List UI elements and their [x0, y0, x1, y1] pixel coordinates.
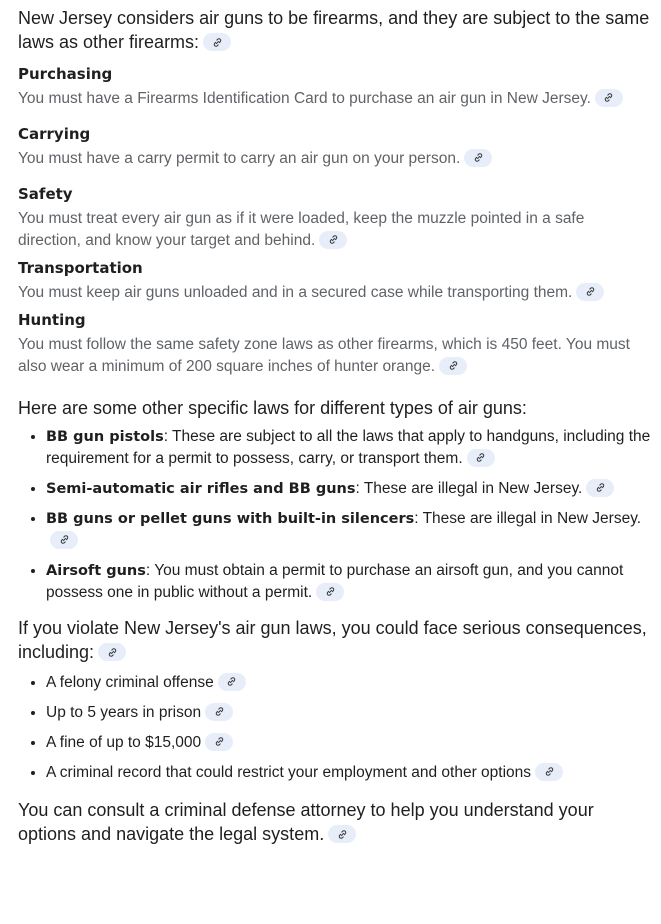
specific-laws-list	[18, 426, 651, 604]
list-item-text: A felony criminal offense	[46, 674, 214, 691]
specific-laws-heading: Here are some other specific laws for different types of air guns:	[18, 398, 527, 418]
source-link-chip[interactable]	[535, 763, 563, 781]
link-icon	[328, 234, 339, 245]
list-item	[46, 762, 651, 784]
list-item	[46, 560, 651, 604]
link-icon	[603, 92, 614, 103]
list-item-text: : These are subject to all the laws that apply to handguns, including the requirement for a permit to possess, carry, or transport them.	[46, 428, 651, 467]
source-link-chip[interactable]	[203, 33, 231, 51]
source-link-chip[interactable]	[328, 825, 356, 843]
section-body	[18, 334, 651, 378]
section-body	[18, 282, 651, 304]
link-icon	[214, 736, 225, 747]
source-link-chip[interactable]	[595, 89, 623, 107]
list-item-text: A criminal record that could restrict your employment and other options	[46, 764, 532, 781]
intro-text: New Jersey considers air guns to be firearms, and they are subject to the same laws as other firearms:	[18, 8, 650, 52]
section-title: Transportation	[18, 259, 143, 277]
list-item-text: A fine of up to $15,000	[46, 734, 202, 751]
section-body	[18, 208, 651, 252]
section-title: Carrying	[18, 125, 91, 143]
link-icon	[59, 534, 70, 545]
link-icon	[475, 452, 486, 463]
link-icon	[107, 647, 118, 658]
list-item-term: Semi-automatic air rifles and BB guns	[46, 481, 356, 497]
list-item-term: BB gun pistols	[46, 429, 164, 445]
list-item-text: : You must obtain a permit to purchase an airsoft gun, and you cannot possess one in public without a permit.	[46, 562, 624, 601]
link-icon	[448, 360, 459, 371]
link-icon	[212, 37, 223, 48]
list-item-term: BB guns or pellet guns with built-in silencers	[46, 511, 415, 527]
list-item-text: : These are illegal in New Jersey.	[355, 480, 583, 497]
section-body-text: You must keep air guns unloaded and in a secured case while transporting them.	[18, 284, 573, 301]
source-link-chip[interactable]	[464, 149, 492, 167]
consequences-intro-text: If you violate New Jersey's air gun laws, you could face serious consequences, including:	[18, 618, 647, 662]
source-link-chip[interactable]	[467, 449, 495, 467]
list-item-text: Up to 5 years in prison	[46, 704, 202, 721]
section-body-text: You must follow the same safety zone laws as other firearms, which is 450 feet. You must also wear a minimum of 200 square inches of hunter orange.	[18, 336, 630, 375]
link-icon	[214, 706, 225, 717]
source-link-chip[interactable]	[218, 673, 246, 691]
source-link-chip[interactable]	[98, 643, 126, 661]
source-link-chip[interactable]	[586, 479, 614, 497]
section-title: Purchasing	[18, 65, 113, 83]
link-icon	[337, 829, 348, 840]
section-transportation	[18, 258, 651, 304]
list-item	[46, 732, 651, 754]
link-icon	[473, 152, 484, 163]
closing-text: You can consult a criminal defense attorney to help you understand your options and navigate the legal system.	[18, 800, 594, 844]
section-purchasing	[18, 64, 651, 110]
section-title: Safety	[18, 185, 73, 203]
section-body-text: You must treat every air gun as if it were loaded, keep the muzzle pointed in a safe direction, and know your target and behind.	[18, 210, 585, 249]
link-icon	[544, 766, 555, 777]
section-body-text: You must have a Firearms Identification Card to purchase an air gun in New Jersey.	[18, 90, 591, 107]
list-item	[46, 672, 651, 694]
link-icon	[595, 482, 606, 493]
section-body	[18, 88, 651, 110]
source-link-chip[interactable]	[316, 583, 344, 601]
consequences-list	[18, 672, 651, 784]
list-item	[46, 478, 651, 500]
section-safety	[18, 184, 651, 252]
list-item-term: Airsoft guns	[46, 563, 146, 579]
source-link-chip[interactable]	[576, 283, 604, 301]
source-link-chip[interactable]	[205, 703, 233, 721]
section-body-text: You must have a carry permit to carry an air gun on your person.	[18, 150, 461, 167]
section-title: Hunting	[18, 311, 86, 329]
source-link-chip[interactable]	[50, 531, 78, 549]
source-link-chip[interactable]	[319, 231, 347, 249]
list-item	[46, 426, 651, 470]
list-item	[46, 702, 651, 724]
link-icon	[226, 676, 237, 687]
section-body	[18, 148, 651, 170]
intro-paragraph	[18, 6, 651, 54]
link-icon	[585, 286, 596, 297]
section-carrying	[18, 124, 651, 170]
closing-paragraph	[18, 798, 651, 846]
link-icon	[325, 586, 336, 597]
source-link-chip[interactable]	[205, 733, 233, 751]
list-item-text: : These are illegal in New Jersey.	[414, 510, 642, 527]
source-link-chip[interactable]	[439, 357, 467, 375]
list-item	[46, 508, 651, 552]
section-hunting	[18, 310, 651, 378]
consequences-intro	[18, 616, 651, 664]
